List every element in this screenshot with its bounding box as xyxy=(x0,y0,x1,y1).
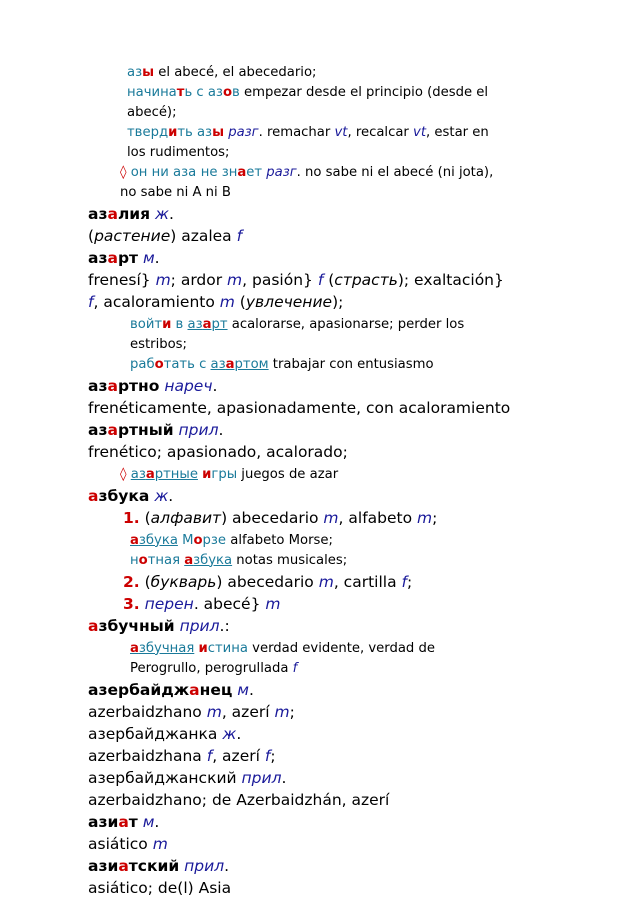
text-segment: . xyxy=(169,204,174,223)
text-segment: , azerí xyxy=(221,702,275,721)
sense-number: 1. xyxy=(123,508,140,527)
grammar-label: прил xyxy=(178,420,219,439)
grammar-label: нареч xyxy=(164,376,213,395)
text-segment: ; xyxy=(289,702,295,721)
grammar-label: разг xyxy=(228,124,259,140)
text-segment: ( xyxy=(139,508,151,527)
text-segment: , pasión} xyxy=(242,270,318,289)
grammar-label: vt xyxy=(413,124,427,140)
grammar-label: разг xyxy=(266,164,297,180)
text-segment: trabajar con entusiasmo xyxy=(268,356,434,372)
headword: азартный xyxy=(88,420,174,439)
text-segment: . no sabe ni el abecé (ni jota), xyxy=(296,164,494,180)
russian-phrase: твердить азы xyxy=(127,124,224,140)
text-segment: asiático; de(l) Asia xyxy=(88,878,232,897)
text-segment: ( xyxy=(323,270,335,289)
grammar-label: прил xyxy=(241,768,282,787)
russian-phrase: он ни аза не знает xyxy=(130,164,263,180)
text-segment: ) abecedario xyxy=(216,572,319,591)
text-segment: azerbaidzhana xyxy=(88,746,207,765)
text-segment: . xyxy=(249,680,254,699)
text-segment: ( xyxy=(139,572,151,591)
headword: азиат xyxy=(88,812,138,831)
text-segment: frenesí} xyxy=(88,270,156,289)
grammar-label: m xyxy=(219,292,235,311)
headword: азартно xyxy=(88,376,160,395)
text-segment: Perogrullo, perogrullada xyxy=(130,660,293,676)
grammar-label: прил xyxy=(184,856,225,875)
headword-line xyxy=(88,681,638,699)
example-line xyxy=(130,661,638,676)
text-segment: frenéticamente, apasionadamente, con acaloramiento xyxy=(88,398,511,417)
text-segment: , alfabeto xyxy=(338,508,418,527)
text-segment: frenético; apasionado, acalorado; xyxy=(88,442,348,461)
text-segment: . xyxy=(224,856,230,875)
idiom-line xyxy=(120,467,638,482)
sense-number: 2. xyxy=(123,572,140,591)
example-line xyxy=(130,357,638,372)
grammar-label: прил xyxy=(179,616,220,635)
text-segment: ); xyxy=(332,292,344,311)
text-segment: notas musicales; xyxy=(232,552,348,568)
example-line xyxy=(130,553,638,568)
definition-line xyxy=(88,835,638,853)
text-segment: verdad evidente, verdad de xyxy=(247,640,435,656)
text-segment: ) azalea xyxy=(170,226,237,245)
context-note: растение xyxy=(94,226,171,245)
example-line xyxy=(127,105,638,120)
text-segment: . remachar xyxy=(258,124,335,140)
sense-line xyxy=(123,509,638,527)
text-segment: ( xyxy=(234,292,246,311)
text-segment: abecé); xyxy=(127,104,177,120)
text-segment: ; xyxy=(270,746,276,765)
headword-line xyxy=(88,725,638,743)
headword-line xyxy=(88,617,638,635)
text-segment: . xyxy=(236,724,242,743)
grammar-label: m xyxy=(417,508,433,527)
headword: азиатский xyxy=(88,856,180,875)
grammar-label: m xyxy=(323,508,339,527)
grammar-label: м xyxy=(142,812,155,831)
idiom-marker: ◊ xyxy=(120,466,127,482)
headword: азалия xyxy=(88,204,151,223)
grammar-label: m xyxy=(274,702,290,721)
grammar-label: f xyxy=(401,572,407,591)
text-segment: alfabeto Morse; xyxy=(226,532,333,548)
text-segment: . abecé} xyxy=(193,594,266,613)
headword-line xyxy=(88,487,638,505)
context-note: букварь xyxy=(150,572,217,591)
grammar-label: f xyxy=(88,292,94,311)
text-segment: azerbaidzhano; de Azerbaidzhán, azerí xyxy=(88,790,390,809)
russian-phrase: азартные игры xyxy=(130,466,238,482)
headword: азарт xyxy=(88,248,139,267)
text-segment: ; ardor xyxy=(170,270,228,289)
text-segment: ); exaltación} xyxy=(397,270,504,289)
sense-line xyxy=(123,573,638,591)
grammar-label: m xyxy=(152,834,168,853)
text-segment: . xyxy=(154,248,160,267)
text-segment: acalorarse, apasionarse; perder los xyxy=(227,316,465,332)
context-note: страсть xyxy=(334,270,398,289)
grammar-label: f xyxy=(264,746,271,765)
definition-line xyxy=(88,879,638,897)
definition-line xyxy=(88,293,638,311)
text-segment: ; xyxy=(406,572,413,591)
text-segment: , cartilla xyxy=(333,572,402,591)
grammar-label: f xyxy=(206,746,213,765)
headword: азбука xyxy=(88,486,150,505)
definition-line xyxy=(88,747,638,765)
grammar-label: ж xyxy=(155,204,170,223)
grammar-label: перен xyxy=(144,594,194,613)
text-segment: ) abecedario xyxy=(221,508,324,527)
russian-phrase: начинать с азов xyxy=(127,84,240,100)
text-segment: ; xyxy=(432,508,438,527)
example-line xyxy=(130,641,638,656)
headword-line xyxy=(88,249,638,267)
text-segment: los rudimentos; xyxy=(127,144,230,160)
grammar-label: f xyxy=(236,226,243,245)
text-segment: . xyxy=(281,768,287,787)
russian-phrase: работать с азартом xyxy=(130,356,269,372)
definition-line xyxy=(88,271,638,289)
grammar-label: m xyxy=(155,270,171,289)
sense-number: 3. xyxy=(123,594,140,613)
idiom-marker: ◊ xyxy=(120,164,127,180)
example-line xyxy=(130,533,638,548)
example-line xyxy=(127,125,638,140)
text-segment: . xyxy=(218,420,224,439)
definition-line xyxy=(88,791,638,809)
text-segment: , acaloramiento xyxy=(93,292,220,311)
text-segment: , recalcar xyxy=(347,124,414,140)
headword-line xyxy=(88,205,638,223)
definition-line xyxy=(88,399,638,417)
text-segment: . xyxy=(168,486,174,505)
headword-line xyxy=(88,769,638,787)
text-segment: , azerí xyxy=(212,746,265,765)
text-segment: estribos; xyxy=(130,336,187,352)
grammar-label: ж xyxy=(154,486,169,505)
grammar-label: m xyxy=(206,702,222,721)
headword-line xyxy=(88,377,638,395)
russian-phrase: азы xyxy=(127,64,155,80)
grammar-label: ж xyxy=(222,724,237,743)
headword-line xyxy=(88,813,638,831)
text-segment: азербайджанка xyxy=(88,724,223,743)
text-segment: . xyxy=(154,812,160,831)
grammar-label: f xyxy=(292,660,298,676)
russian-phrase: нотная азбука xyxy=(130,552,233,568)
text-segment: azerbaidzhano xyxy=(88,702,207,721)
text-segment: el abecé, el abecedario; xyxy=(154,64,317,80)
text-segment: empezar desde el principio (desde el xyxy=(239,84,489,100)
grammar-label: м xyxy=(142,248,155,267)
definition-line xyxy=(88,227,638,245)
russian-phrase: войти в азарт xyxy=(130,316,228,332)
text-segment: .: xyxy=(219,616,230,635)
grammar-label: m xyxy=(227,270,243,289)
text-segment: . xyxy=(212,376,218,395)
russian-phrase: азбука Морзе xyxy=(130,532,227,548)
text-segment: no sabe ni A ni B xyxy=(120,184,231,200)
definition-line xyxy=(88,443,638,461)
grammar-label: m xyxy=(265,594,281,613)
context-note: увлечение xyxy=(245,292,333,311)
headword: азербайджанец xyxy=(88,680,233,699)
idiom-line xyxy=(120,185,638,200)
grammar-label: vt xyxy=(334,124,348,140)
headword: азбучный xyxy=(88,616,175,635)
example-line xyxy=(130,337,638,352)
text-segment: , estar en xyxy=(426,124,489,140)
sense-line xyxy=(123,595,638,613)
text-segment: азербайджанский xyxy=(88,768,242,787)
headword-line xyxy=(88,421,638,439)
text-segment: asiático xyxy=(88,834,153,853)
text-segment: ( xyxy=(88,226,95,245)
grammar-label: f xyxy=(317,270,324,289)
text-segment: juegos de azar xyxy=(237,466,339,482)
grammar-label: m xyxy=(318,572,334,591)
grammar-label: м xyxy=(237,680,249,699)
context-note: алфавит xyxy=(150,508,222,527)
idiom-line xyxy=(120,165,638,180)
example-line xyxy=(127,85,638,100)
example-line xyxy=(127,65,638,80)
example-line xyxy=(127,145,638,160)
example-line xyxy=(130,317,638,332)
headword-line xyxy=(88,857,638,875)
russian-phrase: азбучная истина xyxy=(130,640,248,656)
definition-line xyxy=(88,703,638,721)
